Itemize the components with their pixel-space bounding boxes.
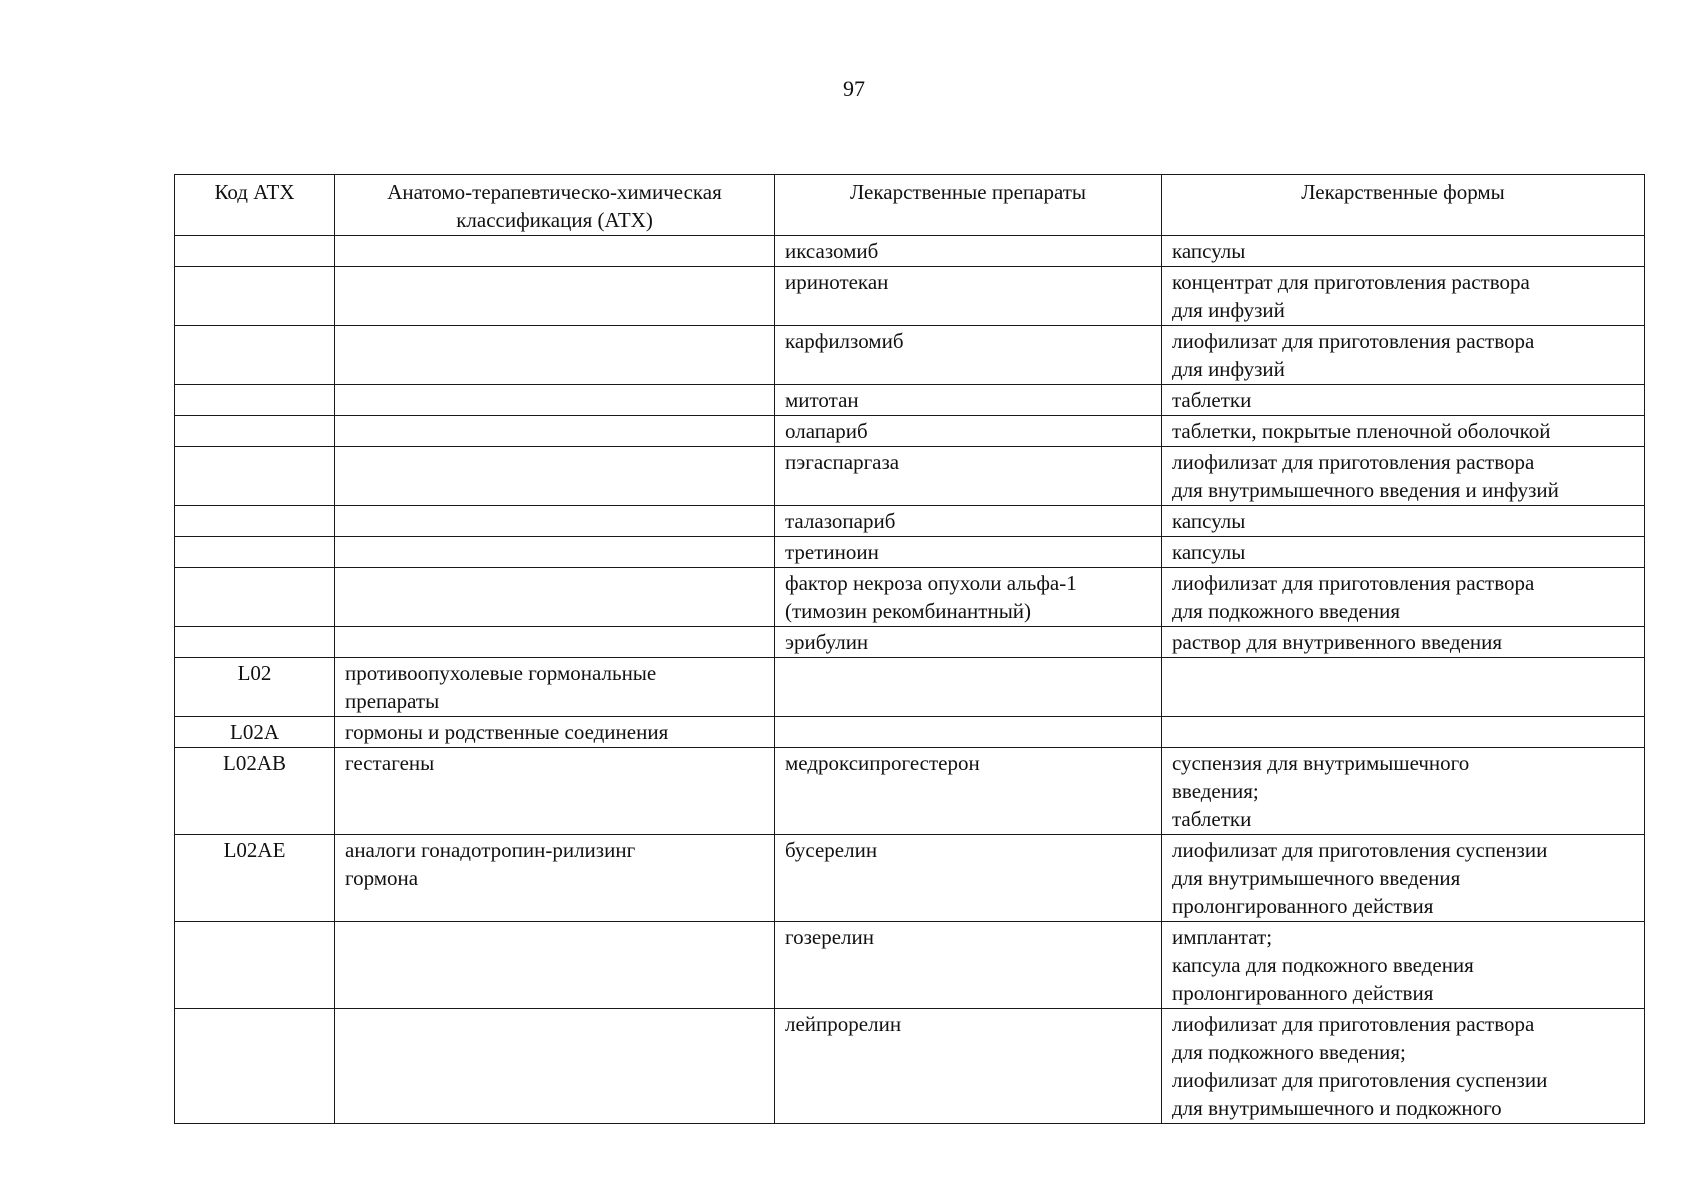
atx-classification-cell: аналоги гонадотропин-рилизинг гормона	[335, 835, 775, 922]
medicine-cell: олапариб	[775, 416, 1162, 447]
dosage-form-cell	[1162, 717, 1645, 748]
atx-classification-cell: гормоны и родственные соединения	[335, 717, 775, 748]
atx-code-cell: L02	[175, 658, 335, 717]
dosage-form-cell: капсулы	[1162, 537, 1645, 568]
dosage-form-cell: суспензия для внутримышечного введения; таблетки	[1162, 748, 1645, 835]
table-row	[175, 506, 1645, 537]
atx-classification-cell	[335, 416, 775, 447]
atx-code-cell	[175, 385, 335, 416]
dosage-form-cell: раствор для внутривенного введения	[1162, 627, 1645, 658]
medicine-cell: третиноин	[775, 537, 1162, 568]
atx-classification-cell	[335, 506, 775, 537]
atx-code-cell	[175, 447, 335, 506]
atx-classification-cell	[335, 385, 775, 416]
atx-code-cell	[175, 537, 335, 568]
medicine-cell: бусерелин	[775, 835, 1162, 922]
atx-code-cell: L02A	[175, 717, 335, 748]
atx-classification-cell	[335, 537, 775, 568]
table-row	[175, 658, 1645, 717]
atx-classification-cell	[335, 326, 775, 385]
medicine-cell: иринотекан	[775, 267, 1162, 326]
table-row	[175, 1009, 1645, 1124]
header-atx-code: Код АТХ	[175, 175, 335, 236]
table-row	[175, 236, 1645, 267]
header-medicines: Лекарственные препараты	[775, 175, 1162, 236]
dosage-form-cell	[1162, 658, 1645, 717]
dosage-form-cell: капсулы	[1162, 506, 1645, 537]
dosage-form-cell: таблетки	[1162, 385, 1645, 416]
atx-classification-cell	[335, 236, 775, 267]
table-row	[175, 326, 1645, 385]
dosage-form-cell: капсулы	[1162, 236, 1645, 267]
medicine-cell: митотан	[775, 385, 1162, 416]
atx-code-cell: L02AB	[175, 748, 335, 835]
table-body	[175, 236, 1645, 1124]
atx-classification-cell: гестагены	[335, 748, 775, 835]
atx-classification-cell	[335, 568, 775, 627]
atx-code-cell	[175, 568, 335, 627]
medicine-cell: медроксипрогестерон	[775, 748, 1162, 835]
dosage-form-cell: лиофилизат для приготовления суспензии для внутримышечного введения пролонгированного действия	[1162, 835, 1645, 922]
atx-code-cell	[175, 326, 335, 385]
medicine-cell	[775, 717, 1162, 748]
dosage-form-cell: лиофилизат для приготовления раствора для внутримышечного введения и инфузий	[1162, 447, 1645, 506]
atx-table-container	[174, 174, 1644, 1124]
medicine-cell: эрибулин	[775, 627, 1162, 658]
atx-code-cell	[175, 416, 335, 447]
table-row	[175, 717, 1645, 748]
dosage-form-cell: концентрат для приготовления раствора для инфузий	[1162, 267, 1645, 326]
atx-code-cell	[175, 922, 335, 1009]
table-header-row	[175, 175, 1645, 236]
atx-code-cell	[175, 627, 335, 658]
atx-code-cell	[175, 1009, 335, 1124]
medicine-cell: карфилзомиб	[775, 326, 1162, 385]
atx-classification-cell: противоопухолевые гормональные препараты	[335, 658, 775, 717]
medicine-cell: фактор некроза опухоли альфа-1 (тимозин рекомбинантный)	[775, 568, 1162, 627]
medicine-cell	[775, 658, 1162, 717]
table-row	[175, 922, 1645, 1009]
table-row	[175, 568, 1645, 627]
medicine-cell: талазопариб	[775, 506, 1162, 537]
table-row	[175, 385, 1645, 416]
table-row	[175, 416, 1645, 447]
medicine-cell: пэгаспаргаза	[775, 447, 1162, 506]
table-row	[175, 748, 1645, 835]
medicine-cell: гозерелин	[775, 922, 1162, 1009]
header-dosage-forms: Лекарственные формы	[1162, 175, 1645, 236]
atx-code-cell	[175, 267, 335, 326]
table-row	[175, 627, 1645, 658]
atx-table	[174, 174, 1645, 1124]
table-row	[175, 537, 1645, 568]
atx-classification-cell	[335, 1009, 775, 1124]
table-row	[175, 267, 1645, 326]
medicine-cell: лейпрорелин	[775, 1009, 1162, 1124]
header-atx-classification: Анатомо-терапевтическо-химическая классификация (АТХ)	[335, 175, 775, 236]
dosage-form-cell: лиофилизат для приготовления раствора для инфузий	[1162, 326, 1645, 385]
dosage-form-cell: лиофилизат для приготовления раствора для подкожного введения; лиофилизат для приготовления суспензии для внутримышечного и подкожного	[1162, 1009, 1645, 1124]
atx-classification-cell	[335, 447, 775, 506]
dosage-form-cell: таблетки, покрытые пленочной оболочкой	[1162, 416, 1645, 447]
table-row	[175, 835, 1645, 922]
atx-classification-cell	[335, 267, 775, 326]
atx-code-cell	[175, 506, 335, 537]
atx-code-cell: L02AE	[175, 835, 335, 922]
atx-classification-cell	[335, 627, 775, 658]
table-row	[175, 447, 1645, 506]
medicine-cell: иксазомиб	[775, 236, 1162, 267]
dosage-form-cell: имплантат; капсула для подкожного введения пролонгированного действия	[1162, 922, 1645, 1009]
atx-code-cell	[175, 236, 335, 267]
page-number: 97	[843, 76, 865, 101]
dosage-form-cell: лиофилизат для приготовления раствора для подкожного введения	[1162, 568, 1645, 627]
atx-classification-cell	[335, 922, 775, 1009]
